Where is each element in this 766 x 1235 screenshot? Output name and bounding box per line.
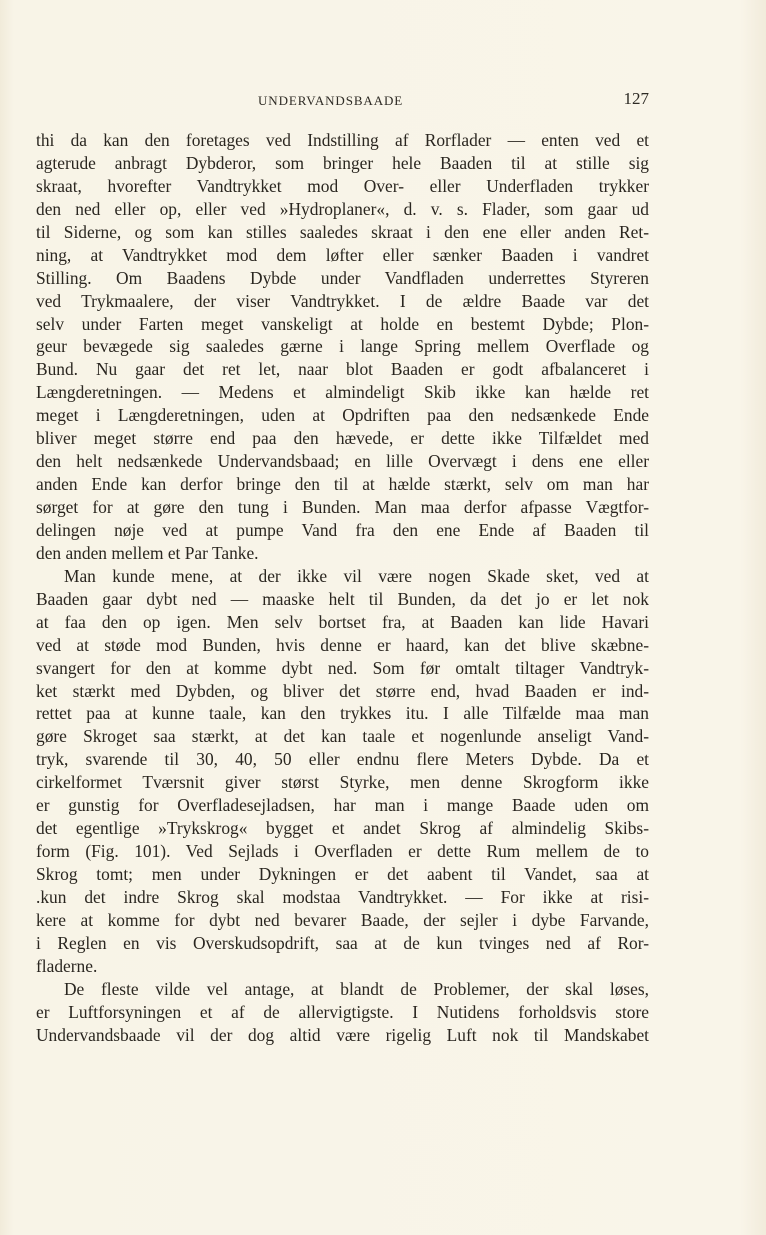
text-line: fladerne.: [36, 955, 98, 976]
paragraph-1: [36, 129, 649, 565]
running-title: UNDERVANDSBAADE: [258, 93, 404, 108]
text-line: De fleste vilde vel antage, at blandt de Problemer, der skal løses,: [64, 978, 649, 999]
page-header: [36, 89, 649, 113]
text-line: Undervandsbaade vil der dog altid være rigelig Luft nok til Mandskabet: [36, 1024, 649, 1045]
text-line: anden Ende kan derfor bringe den til at hælde stærkt, selv om man har: [36, 474, 649, 495]
text-line: Man kunde mene, at der ikke vil være nogen Skade sket, ved at: [64, 565, 649, 586]
text-line: den anden mellem et Par Tanke.: [36, 542, 259, 563]
text-line: skraat, hvorefter Vandtrykket mod Over- eller Underfladen trykker: [36, 175, 649, 196]
text-line: meget i Længderetningen, uden at Opdriften paa den nedsænkede Ende: [36, 405, 649, 426]
text-line: form (Fig. 101). Ved Sejlads i Overfladen er dette Rum mellem de to: [36, 841, 649, 862]
text-line: den helt nedsænkede Undervandsbaad; en lille Overvægt i dens ene eller: [36, 451, 649, 472]
text-line: den ned eller op, eller ved »Hydroplaner«, d. v. s. Flader, som gaar ud: [36, 198, 649, 219]
text-line: agterude anbragt Dybderor, som bringer hele Baaden til at stille sig: [36, 152, 649, 173]
text-line: rettet paa at kunne taale, kan den trykkes itu. I alle Tilfælde maa man: [36, 703, 649, 724]
text-line: Bund. Nu gaar det ret let, naar blot Baaden er godt afbalanceret i: [36, 359, 649, 380]
text-line: Baaden gaar dybt ned — maaske helt til Bunden, da det jo er let nok: [36, 588, 649, 609]
text-line: thi da kan den foretages ved Indstilling af Rorflader — enten ved et: [36, 130, 649, 150]
text-line: ved at støde mod Bunden, hvis denne er haard, kan det blive skæbne-: [36, 634, 649, 655]
text-line: gøre Skroget saa stærkt, at det kan taale et nogenlunde anseligt Vand-: [36, 726, 649, 747]
text-line: geur bevægede sig saaledes gærne i lange Spring mellem Overflade og: [36, 336, 649, 357]
text-line: ning, at Vandtrykket mod dem løfter eller sænker Baaden i vandret: [36, 244, 649, 265]
text-line: .kun det indre Skrog skal modstaa Vandtrykket. — For ikke at risi-: [36, 886, 649, 907]
text-line: svangert for den at komme dybt ned. Som før omtalt tiltager Vandtryk-: [36, 657, 649, 678]
text-line: selv under Farten meget vanskeligt at holde en bestemt Dybde; Plon-: [36, 313, 649, 334]
text-line: Stilling. Om Baadens Dybde under Vandfladen underrettes Styreren: [36, 267, 649, 288]
text-line: bliver meget større end paa den hævede, er dette ikke Tilfældet med: [36, 428, 649, 449]
text-line: Skrog tomt; men under Dykningen er det aabent til Vandet, saa at: [36, 864, 649, 884]
text-line: kere at komme for dybt ned bevarer Baade, der sejler i dybe Farvande,: [36, 909, 649, 930]
text-line: er gunstig for Overfladesejladsen, har man i mange Baade uden om: [36, 795, 649, 816]
paragraph-3: [36, 978, 649, 1047]
text-line: det egentlige »Trykskrog« bygget et andet Skrog af almindelig Skibs-: [36, 818, 649, 839]
paragraph-2: [36, 565, 649, 978]
text-line: cirkelformet Tværsnit giver størst Styrke, men denne Skrogform ikke: [36, 772, 649, 793]
text-line: tryk, svarende til 30, 40, 50 eller endnu flere Meters Dybde. Da et: [36, 749, 649, 770]
text-line: delingen nøje ved at pumpe Vand fra den ene Ende af Baaden til: [36, 519, 649, 540]
text-line: ved Trykmaalere, der viser Vandtrykket. I de ældre Baade var det: [36, 290, 649, 311]
page-number: 127: [623, 89, 649, 108]
text-line: er Luftforsyningen et af de allervigtigste. I Nutidens forholdsvis store: [36, 1001, 649, 1022]
text-line: sørget for at gøre den tung i Bunden. Man maa derfor afpasse Vægtfor-: [36, 497, 649, 517]
text-line: Længderetningen. — Medens et almindeligt Skib ikke kan hælde ret: [36, 382, 649, 403]
text-line: at faa den op igen. Men selv bortset fra, at Baaden kan lide Havari: [36, 611, 649, 632]
text-line: i Reglen en vis Overskudsopdrift, saa at de kun tvinges ned af Ror-: [36, 932, 649, 953]
body-text: [36, 129, 649, 1047]
text-line: til Siderne, og som kan stilles saaledes skraat i den ene eller anden Ret-: [36, 221, 649, 242]
text-line: ket stærkt med Dybden, og bliver det større end, hvad Baaden er ind-: [36, 680, 649, 701]
